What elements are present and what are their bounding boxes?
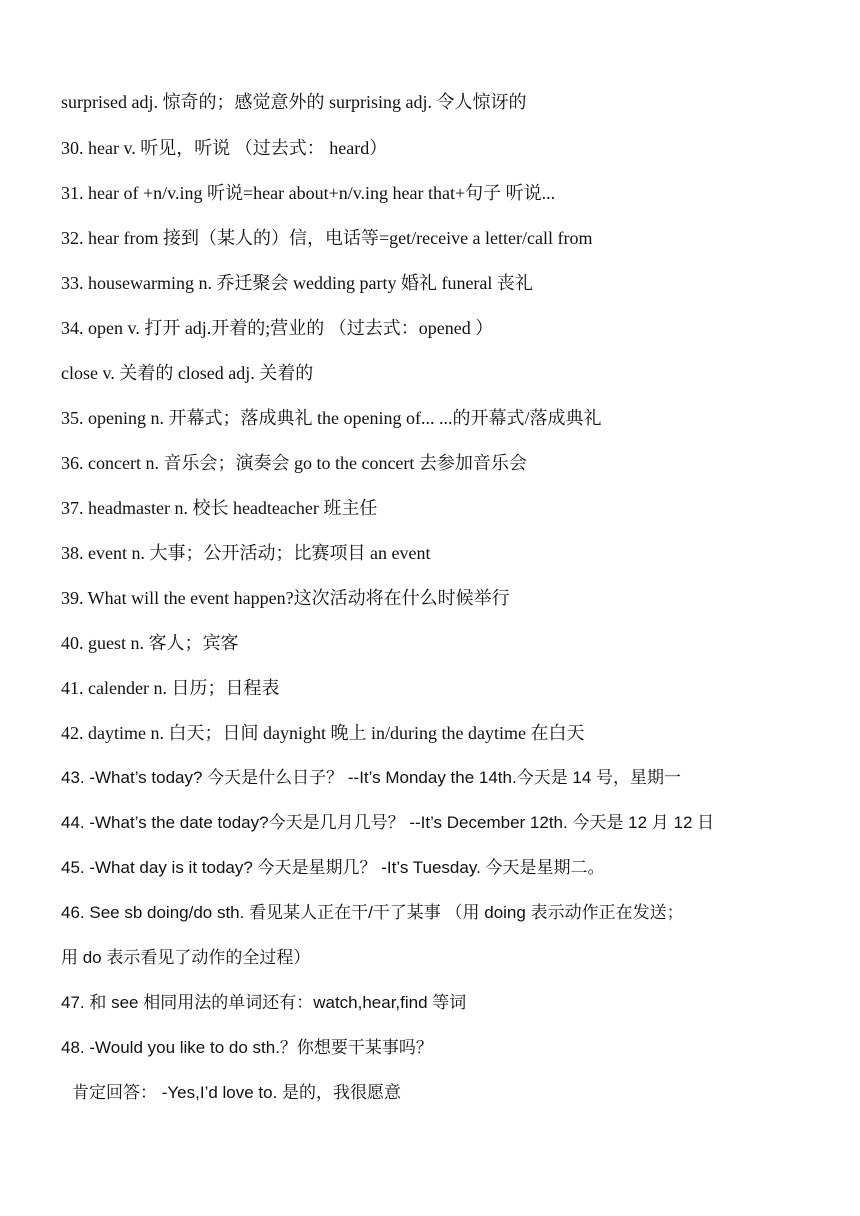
text-line-31: 31. hear of +n/v.ing 听说=hear about+n/v.ing hear that+句子 听说... [61,183,556,203]
text-line-45: 45. -What day is it today? 今天是星期几？ -It’s Tuesday. 今天是星期二。 [61,858,605,877]
text-line-44: 44. -What’s the date today?今天是几月几号？ --It’s December 12th. 今天是 12 月 12 日 [61,813,715,832]
text-line-surprised: surprised adj. 惊奇的；感觉意外的 surprising adj. 令人惊讶的 [61,92,527,112]
text-line-48: 48. -Would you like to do sth.？你想要干某事吗？ [61,1038,433,1057]
text-line-38: 38. event n. 大事；公开活动；比赛项目 an event [61,543,431,563]
text-line-30: 30. hear v. 听见，听说 （过去式： heard） [61,138,388,158]
text-line-37: 37. headmaster n. 校长 headteacher 班主任 [61,498,378,518]
text-line-46-continued: 用 do 表示看见了动作的全过程） [61,948,311,967]
text-line-positive-answer: 肯定回答： -Yes,I’d love to. 是的，我很愿意 [72,1083,402,1102]
text-line-43: 43. -What’s today? 今天是什么日子？ --It’s Monday the 14th.今天是 14 号，星期一 [61,768,682,787]
text-line-47: 47. 和 see 相同用法的单词还有：watch,hear,find 等词 [61,993,467,1012]
text-line-46: 46. See sb doing/do sth. 看见某人正在干/干了某事 （用 doing 表示动作正在发送； [61,903,684,922]
text-line-33: 33. housewarming n. 乔迁聚会 wedding party 婚礼 funeral 丧礼 [61,273,533,293]
text-line-35: 35. opening n. 开幕式；落成典礼 the opening of... ...的开幕式/落成典礼 [61,408,602,428]
text-line-34: 34. open v. 打开 adj.开着的;营业的 （过去式：opened ） [61,318,494,338]
text-line-39: 39. What will the event happen?这次活动将在什么时候举行 [61,588,510,608]
text-line-40: 40. guest n. 客人；宾客 [61,633,239,653]
text-line-close: close v. 关着的 closed adj. 关着的 [61,363,314,383]
text-line-42: 42. daytime n. 白天；日间 daynight 晚上 in/during the daytime 在白天 [61,723,585,743]
text-line-32: 32. hear from 接到（某人的）信，电话等=get/receive a letter/call from [61,228,593,248]
text-line-36: 36. concert n. 音乐会；演奏会 go to the concert 去参加音乐会 [61,453,527,473]
text-line-41: 41. calender n. 日历；日程表 [61,678,280,698]
